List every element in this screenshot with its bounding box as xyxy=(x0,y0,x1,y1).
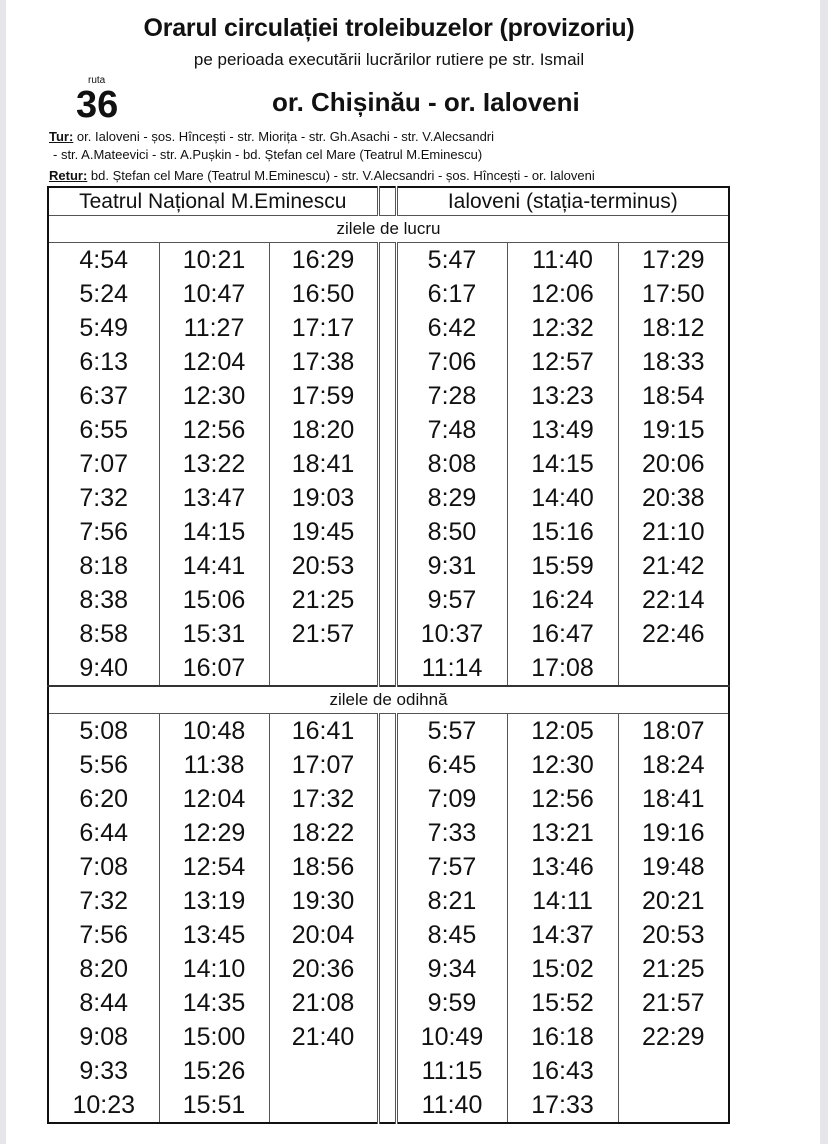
departure-time-ialoveni: 20:06 xyxy=(618,447,729,481)
departure-time-teatrul: 11:38 xyxy=(159,748,269,782)
departure-time-teatrul: 14:10 xyxy=(159,952,269,986)
column-separator xyxy=(378,277,396,311)
column-separator xyxy=(378,413,396,447)
column-separator xyxy=(378,782,396,816)
departure-time-ialoveni: 7:57 xyxy=(396,850,507,884)
column-separator xyxy=(378,1054,396,1088)
departure-time-ialoveni: 18:41 xyxy=(618,782,729,816)
departure-time-ialoveni: 12:06 xyxy=(507,277,618,311)
departure-time-teatrul: 6:44 xyxy=(48,816,159,850)
departure-time-ialoveni: 7:33 xyxy=(396,816,507,850)
departure-time-ialoveni: 14:15 xyxy=(507,447,618,481)
departure-time-ialoveni: 17:33 xyxy=(507,1088,618,1123)
departure-time-ialoveni: 9:57 xyxy=(396,583,507,617)
departure-time-teatrul: 6:37 xyxy=(48,379,159,413)
departure-time-teatrul: 20:53 xyxy=(269,549,378,583)
left-margin xyxy=(0,0,6,1144)
table-row xyxy=(48,986,729,1020)
column-separator xyxy=(378,884,396,918)
departure-time-teatrul: 9:40 xyxy=(48,651,159,686)
column-separator xyxy=(378,379,396,413)
column-separator xyxy=(378,986,396,1020)
table-row xyxy=(48,617,729,651)
departure-time-teatrul: 16:41 xyxy=(269,714,378,749)
departure-time-ialoveni: 19:48 xyxy=(618,850,729,884)
departure-time-ialoveni: 22:29 xyxy=(618,1020,729,1054)
table-row xyxy=(48,447,729,481)
section-header-row xyxy=(48,216,729,243)
retur-label: Retur: xyxy=(49,168,88,183)
route-name: or. Chișinău - or. Ialoveni xyxy=(272,87,580,117)
schedule-table xyxy=(47,186,730,1124)
departure-time-teatrul: 20:36 xyxy=(269,952,378,986)
departure-time-teatrul: 14:15 xyxy=(159,515,269,549)
departure-time-ialoveni: 8:50 xyxy=(396,515,507,549)
departure-time-teatrul: 19:30 xyxy=(269,884,378,918)
departure-time-teatrul xyxy=(269,1088,378,1123)
departure-time-ialoveni: 13:46 xyxy=(507,850,618,884)
column-separator xyxy=(378,549,396,583)
column-separator xyxy=(378,651,396,686)
table-row xyxy=(48,884,729,918)
departure-time-teatrul: 7:56 xyxy=(48,918,159,952)
departure-time-teatrul: 17:17 xyxy=(269,311,378,345)
departure-time-ialoveni: 6:42 xyxy=(396,311,507,345)
departure-time-teatrul: 7:08 xyxy=(48,850,159,884)
departure-time-teatrul: 5:49 xyxy=(48,311,159,345)
tur-itinerary-line1 xyxy=(49,129,494,144)
departure-time-ialoveni: 14:40 xyxy=(507,481,618,515)
departure-time-teatrul: 6:20 xyxy=(48,782,159,816)
departure-time-teatrul: 5:08 xyxy=(48,714,159,749)
departure-time-ialoveni: 12:57 xyxy=(507,345,618,379)
departure-time-teatrul: 8:20 xyxy=(48,952,159,986)
departure-time-teatrul: 7:32 xyxy=(48,481,159,515)
departure-time-teatrul: 21:08 xyxy=(269,986,378,1020)
departure-time-teatrul: 7:56 xyxy=(48,515,159,549)
departure-time-teatrul: 10:48 xyxy=(159,714,269,749)
departure-time-ialoveni: 6:45 xyxy=(396,748,507,782)
departure-time-ialoveni: 12:30 xyxy=(507,748,618,782)
departure-time-teatrul: 16:50 xyxy=(269,277,378,311)
departure-time-ialoveni: 13:49 xyxy=(507,413,618,447)
departure-time-teatrul: 18:41 xyxy=(269,447,378,481)
table-row xyxy=(48,816,729,850)
route-label: ruta xyxy=(88,75,106,86)
table-row xyxy=(48,277,729,311)
column-separator xyxy=(378,515,396,549)
departure-time-teatrul: 12:29 xyxy=(159,816,269,850)
table-row xyxy=(48,379,729,413)
table-row xyxy=(48,549,729,583)
departure-time-teatrul: 18:22 xyxy=(269,816,378,850)
route-number: 36 xyxy=(76,84,119,126)
column-separator xyxy=(378,918,396,952)
tur-itinerary-line2: - str. A.Mateevici - str. A.Pușkin - bd. Ștefan cel Mare (Teatrul M.Eminescu) xyxy=(53,147,483,162)
departure-time-teatrul: 13:22 xyxy=(159,447,269,481)
column-separator xyxy=(378,1088,396,1123)
departure-time-teatrul: 7:07 xyxy=(48,447,159,481)
column-separator xyxy=(378,481,396,515)
departure-time-ialoveni: 16:18 xyxy=(507,1020,618,1054)
departure-time-ialoveni: 6:17 xyxy=(396,277,507,311)
departure-time-teatrul: 12:04 xyxy=(159,345,269,379)
departure-time-teatrul: 8:38 xyxy=(48,583,159,617)
departure-time-teatrul: 15:26 xyxy=(159,1054,269,1088)
departure-time-ialoveni: 14:37 xyxy=(507,918,618,952)
column-separator xyxy=(378,243,396,278)
departure-time-teatrul: 17:07 xyxy=(269,748,378,782)
section-label: zilele de lucru xyxy=(48,216,729,243)
departure-time-teatrul: 21:25 xyxy=(269,583,378,617)
column-separator xyxy=(378,1020,396,1054)
retur-text: bd. Ștefan cel Mare (Teatrul M.Eminescu) - str. V.Alecsandri - șos. Hîncești - or. Ialoveni xyxy=(87,168,595,183)
departure-time-teatrul: 15:06 xyxy=(159,583,269,617)
departure-time-teatrul: 14:35 xyxy=(159,986,269,1020)
tur-text: or. Ialoveni - șos. Hîncești - str. Miorița - str. Gh.Asachi - str. V.Alecsandri xyxy=(73,129,495,144)
departure-time-ialoveni: 18:12 xyxy=(618,311,729,345)
table-row xyxy=(48,515,729,549)
table-row xyxy=(48,1054,729,1088)
tur-label: Tur: xyxy=(49,129,74,144)
departure-time-teatrul: 9:33 xyxy=(48,1054,159,1088)
departure-time-ialoveni: 19:16 xyxy=(618,816,729,850)
departure-time-teatrul: 7:32 xyxy=(48,884,159,918)
departure-time-ialoveni: 17:29 xyxy=(618,243,729,278)
departure-time-teatrul: 11:27 xyxy=(159,311,269,345)
departure-time-teatrul: 12:30 xyxy=(159,379,269,413)
departure-time-ialoveni: 12:05 xyxy=(507,714,618,749)
departure-time-ialoveni: 7:48 xyxy=(396,413,507,447)
departure-time-ialoveni xyxy=(618,1054,729,1088)
table-row xyxy=(48,782,729,816)
departure-time-teatrul: 5:56 xyxy=(48,748,159,782)
departure-time-teatrul: 6:55 xyxy=(48,413,159,447)
departure-time-teatrul: 13:47 xyxy=(159,481,269,515)
departure-time-ialoveni: 9:31 xyxy=(396,549,507,583)
departure-time-ialoveni: 20:53 xyxy=(618,918,729,952)
table-row xyxy=(48,748,729,782)
departure-time-ialoveni: 22:14 xyxy=(618,583,729,617)
departure-time-teatrul: 5:24 xyxy=(48,277,159,311)
departure-time-ialoveni: 15:59 xyxy=(507,549,618,583)
table-row xyxy=(48,1088,729,1123)
column-separator xyxy=(378,850,396,884)
departure-time-ialoveni: 21:57 xyxy=(618,986,729,1020)
departure-time-teatrul: 17:59 xyxy=(269,379,378,413)
departure-time-ialoveni: 8:21 xyxy=(396,884,507,918)
departure-time-ialoveni: 15:52 xyxy=(507,986,618,1020)
section-header-row xyxy=(48,686,729,714)
departure-time-teatrul: 12:54 xyxy=(159,850,269,884)
table-row xyxy=(48,651,729,686)
table-row xyxy=(48,1020,729,1054)
departure-time-teatrul: 21:40 xyxy=(269,1020,378,1054)
column-separator xyxy=(378,748,396,782)
departure-time-ialoveni: 21:25 xyxy=(618,952,729,986)
departure-time-ialoveni: 18:33 xyxy=(618,345,729,379)
departure-time-ialoveni: 18:54 xyxy=(618,379,729,413)
departure-time-teatrul: 9:08 xyxy=(48,1020,159,1054)
departure-time-teatrul: 8:44 xyxy=(48,986,159,1020)
departure-time-ialoveni: 18:07 xyxy=(618,714,729,749)
departure-time-ialoveni: 10:49 xyxy=(396,1020,507,1054)
departure-time-teatrul: 18:20 xyxy=(269,413,378,447)
stop-left-header: Teatrul Național M.Eminescu xyxy=(48,187,378,216)
retur-itinerary xyxy=(49,168,595,183)
departure-time-ialoveni: 8:45 xyxy=(396,918,507,952)
departure-time-teatrul xyxy=(269,651,378,686)
departure-time-ialoveni: 10:37 xyxy=(396,617,507,651)
table-row xyxy=(48,243,729,278)
table-row xyxy=(48,311,729,345)
column-separator xyxy=(378,714,396,749)
departure-time-teatrul: 8:58 xyxy=(48,617,159,651)
column-separator xyxy=(378,617,396,651)
departure-time-teatrul: 15:00 xyxy=(159,1020,269,1054)
table-row xyxy=(48,583,729,617)
departure-time-teatrul: 13:45 xyxy=(159,918,269,952)
departure-time-teatrul: 17:38 xyxy=(269,345,378,379)
departure-time-ialoveni: 5:57 xyxy=(396,714,507,749)
table-row xyxy=(48,714,729,749)
departure-time-teatrul xyxy=(269,1054,378,1088)
column-separator xyxy=(378,952,396,986)
departure-time-teatrul: 10:47 xyxy=(159,277,269,311)
departure-time-ialoveni: 16:24 xyxy=(507,583,618,617)
departure-time-teatrul: 4:54 xyxy=(48,243,159,278)
departure-time-ialoveni: 21:42 xyxy=(618,549,729,583)
column-separator xyxy=(378,447,396,481)
departure-time-ialoveni: 19:15 xyxy=(618,413,729,447)
departure-time-ialoveni: 12:32 xyxy=(507,311,618,345)
departure-time-teatrul: 20:04 xyxy=(269,918,378,952)
stop-right-header: Ialoveni (stația-terminus) xyxy=(396,187,729,216)
departure-time-teatrul: 19:03 xyxy=(269,481,378,515)
departure-time-teatrul: 16:07 xyxy=(159,651,269,686)
departure-time-ialoveni: 7:09 xyxy=(396,782,507,816)
right-margin xyxy=(820,0,828,1144)
section-label: zilele de odihnă xyxy=(48,686,729,714)
departure-time-ialoveni: 22:46 xyxy=(618,617,729,651)
column-separator xyxy=(378,816,396,850)
table-row xyxy=(48,952,729,986)
departure-time-ialoveni: 21:10 xyxy=(618,515,729,549)
departure-time-teatrul: 10:23 xyxy=(48,1088,159,1123)
departure-time-ialoveni: 20:21 xyxy=(618,884,729,918)
departure-time-teatrul: 21:57 xyxy=(269,617,378,651)
departure-time-ialoveni: 9:59 xyxy=(396,986,507,1020)
departure-time-ialoveni: 11:40 xyxy=(396,1088,507,1123)
departure-time-ialoveni: 18:24 xyxy=(618,748,729,782)
departure-time-teatrul: 19:45 xyxy=(269,515,378,549)
departure-time-ialoveni: 15:16 xyxy=(507,515,618,549)
departure-time-ialoveni: 20:38 xyxy=(618,481,729,515)
departure-time-ialoveni xyxy=(618,651,729,686)
departure-time-ialoveni: 12:56 xyxy=(507,782,618,816)
column-separator xyxy=(378,345,396,379)
departure-time-ialoveni: 14:11 xyxy=(507,884,618,918)
departure-time-teatrul: 15:51 xyxy=(159,1088,269,1123)
departure-time-teatrul: 17:32 xyxy=(269,782,378,816)
departure-time-ialoveni: 9:34 xyxy=(396,952,507,986)
departure-time-ialoveni: 16:43 xyxy=(507,1054,618,1088)
departure-time-ialoveni: 11:14 xyxy=(396,651,507,686)
departure-time-teatrul: 16:29 xyxy=(269,243,378,278)
page-title: Orarul circulației troleibuzelor (provizoriu) xyxy=(143,14,635,42)
table-row xyxy=(48,481,729,515)
table-row xyxy=(48,345,729,379)
column-separator xyxy=(378,187,396,216)
table-row xyxy=(48,850,729,884)
departure-time-ialoveni: 11:15 xyxy=(396,1054,507,1088)
departure-time-ialoveni xyxy=(618,1088,729,1123)
departure-time-ialoveni: 13:21 xyxy=(507,816,618,850)
departure-time-ialoveni: 7:06 xyxy=(396,345,507,379)
departure-time-teatrul: 13:19 xyxy=(159,884,269,918)
departure-time-teatrul: 8:18 xyxy=(48,549,159,583)
departure-time-ialoveni: 7:28 xyxy=(396,379,507,413)
departure-time-teatrul: 15:31 xyxy=(159,617,269,651)
column-separator xyxy=(378,311,396,345)
departure-time-teatrul: 6:13 xyxy=(48,345,159,379)
departure-time-ialoveni: 13:23 xyxy=(507,379,618,413)
departure-time-ialoveni: 11:40 xyxy=(507,243,618,278)
departure-time-ialoveni: 15:02 xyxy=(507,952,618,986)
departure-time-ialoveni: 16:47 xyxy=(507,617,618,651)
column-separator xyxy=(378,583,396,617)
departure-time-teatrul: 12:04 xyxy=(159,782,269,816)
departure-time-ialoveni: 8:08 xyxy=(396,447,507,481)
departure-time-teatrul: 12:56 xyxy=(159,413,269,447)
table-row xyxy=(48,413,729,447)
stops-header-row xyxy=(48,187,729,216)
departure-time-ialoveni: 8:29 xyxy=(396,481,507,515)
departure-time-teatrul: 14:41 xyxy=(159,549,269,583)
departure-time-ialoveni: 5:47 xyxy=(396,243,507,278)
table-row xyxy=(48,918,729,952)
departure-time-teatrul: 18:56 xyxy=(269,850,378,884)
departure-time-ialoveni: 17:08 xyxy=(507,651,618,686)
departure-time-ialoveni: 17:50 xyxy=(618,277,729,311)
page-subtitle: pe perioada executării lucrărilor rutiere pe str. Ismail xyxy=(193,50,585,69)
departure-time-teatrul: 10:21 xyxy=(159,243,269,278)
